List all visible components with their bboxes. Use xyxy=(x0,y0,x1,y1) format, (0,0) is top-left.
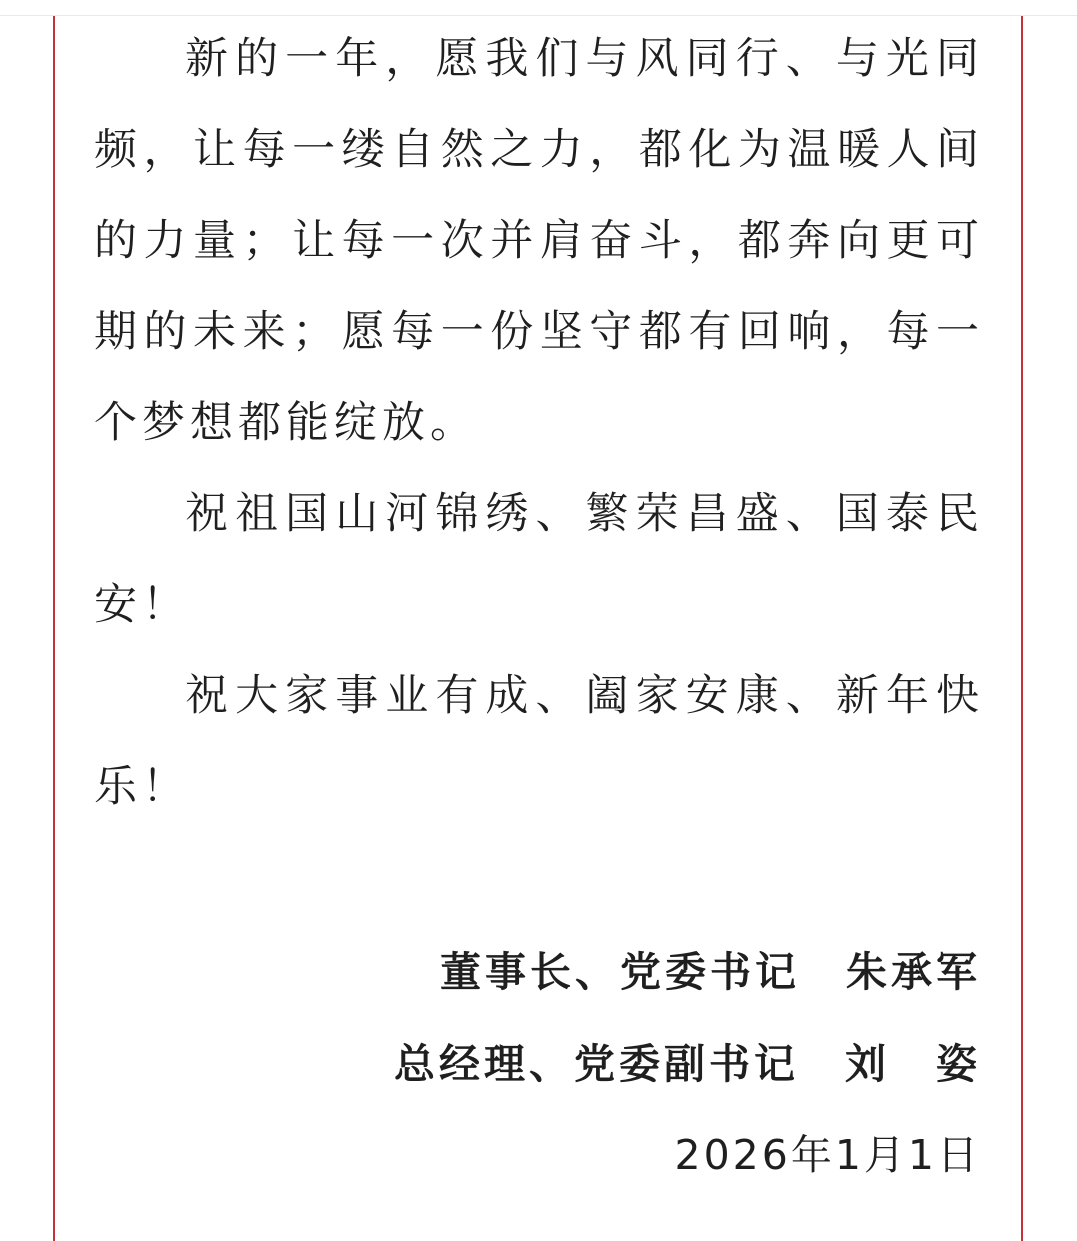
signature-chairman xyxy=(394,942,981,1002)
signature-general-manager-name-first: 刘 xyxy=(845,1040,890,1088)
signature-chairman-name: 朱承军 xyxy=(846,948,981,996)
paragraph-personal-wishes: 祝大家事业有成、阖家安康、新年快乐！ xyxy=(94,671,984,812)
signature-general-manager xyxy=(394,1034,981,1094)
signature-date: 2026年1月1日 xyxy=(674,1131,981,1179)
signature-general-manager-name-second: 姿 xyxy=(936,1040,981,1088)
letter-body xyxy=(94,14,984,833)
paragraph-country-wishes: 祝祖国山河锦绣、繁荣昌盛、国泰民安！ xyxy=(94,489,984,630)
signature-general-manager-title: 总经理、党委副书记 xyxy=(394,1040,799,1088)
paragraph-new-year-wishes: 新的一年，愿我们与风同行、与光同频，让每一缕自然之力，都化为温暖人间的力量；让每一次并肩奋斗，都奔向更可期的未来；愿每一份坚守都有回响，每一个梦想都能绽放。 xyxy=(94,34,984,448)
signature-chairman-title: 董事长、党委书记 xyxy=(440,948,800,996)
signature-block xyxy=(394,942,981,1185)
